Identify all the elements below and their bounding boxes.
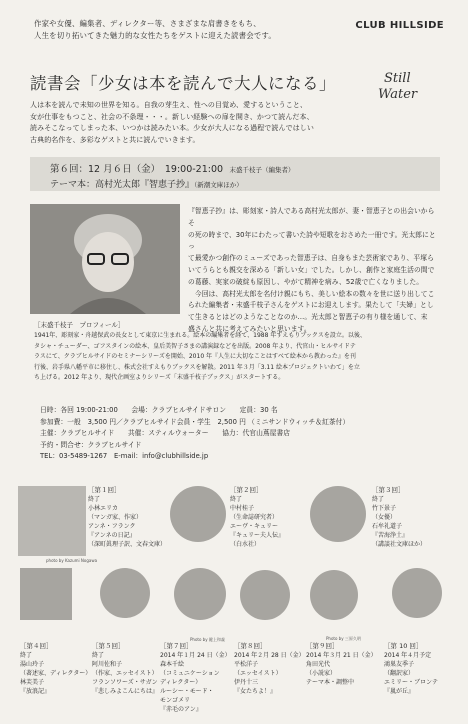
session-card-line: ディレクター） <box>160 679 202 686</box>
info-reservation: 予約・問合せ：クラブヒルサイド <box>40 440 142 449</box>
session-card-line: 湯山玲子 <box>20 661 45 668</box>
session-card-line: 『悲しみよこんにちは』 <box>92 688 159 695</box>
info-fee: 参加費：一般 3,500 円／クラブヒルサイド会員・学生 2,500 円 （ミニサンドウィッチ＆紅茶付） <box>40 417 350 426</box>
photo-credit-1: photo by Kazumi Nogawa <box>46 558 98 563</box>
session-card-line: アンネ・フランク <box>88 523 136 530</box>
guest-photo-1 <box>18 486 86 556</box>
desc-line: 今回は、高村光太郎を名付け親にもち、美しい絵本の数々を世に送り出してこ <box>188 289 435 298</box>
guest-portrait-photo <box>30 204 180 314</box>
session-card-line: 終了 <box>230 496 243 503</box>
desc-line: て生きるとはどのようなことなのか…。光太郎と智恵子の有り様を通して、末 <box>188 313 428 322</box>
desc-line: 『智恵子抄』は、彫刻家・詩人である高村光太郎が、妻・智恵子との出会いからそ <box>188 207 435 227</box>
session-card-number: ［第１回］ <box>88 486 121 494</box>
lead-line: 女が仕事をもつこと、社会の不条理・・・。新しい経験への扉を開き、かつて読んだ本、 <box>30 112 314 121</box>
session-card-line: （女優） <box>372 514 397 521</box>
portrait-illustration <box>30 204 180 314</box>
session-card-line: （講談社文庫ほか） <box>372 541 427 548</box>
session-card-line: 阿川佐和子 <box>92 661 123 668</box>
session-card-8 <box>234 642 305 696</box>
guest-photo-8 <box>240 570 290 620</box>
logo-text-2: Water <box>378 87 418 102</box>
session-card-line: 2014 年３月 21 日（金） <box>306 652 377 659</box>
session-card-line: エーヴ・キュリー <box>230 523 279 530</box>
session-card-line: 『放浪記』 <box>20 688 51 695</box>
session-card-line: 終了 <box>88 496 101 503</box>
session-card-line: （生命誌研究者） <box>230 514 279 521</box>
session-theme <box>50 177 243 190</box>
session-card-line: 鴻巣友季子 <box>384 661 415 668</box>
desc-line: て最愛かつ創作のミューズであった智恵子は、自身もまた芸術家であり、平塚ら <box>188 254 434 263</box>
photo-credit-9: Photo by 三原久明 <box>326 636 361 641</box>
profile-line: ラスにて、クラブヒルサイドのセミナーシリーズを開始、2010 年『人生に大切なことはすべて絵本から教わった』を刊 <box>34 353 356 361</box>
session-card-7 <box>160 642 231 714</box>
session-card-line: （マンガ家、作家） <box>88 514 143 521</box>
lead-line: 古典的名作を、多彩なゲストと共に読んでいきます。 <box>30 135 200 144</box>
session-card-line: フランソワーズ・サガン <box>92 679 158 686</box>
lead-line: 人は本を読んで未知の世界を知る。自我の芽生え、性への目覚め、愛するということ、 <box>30 101 308 109</box>
session-card-line: （著述家、ディレクター） <box>20 670 92 677</box>
info-contact: TEL：03-5489-1267 E-mail：info@clubhillside.jp <box>40 452 209 461</box>
session-card-10 <box>384 642 438 696</box>
info-datetime: 日時：各回 19:00-21:00 会場：クラブヒルサイドサロン 定員：30 名 <box>40 406 278 414</box>
session-card-line: （深町眞理子訳、文春文庫） <box>88 541 167 548</box>
guest-photo-5 <box>100 568 150 618</box>
session-datetime <box>50 161 295 175</box>
intro-line: 作家や女優、編集者、ディレクター等、さまざまな肩書きをもち、 <box>34 19 261 28</box>
session-card-line: 2014 年２月 28 日（金） <box>234 652 305 659</box>
profile-heading: ［末盛千枝子 プロフィール］ <box>34 321 125 329</box>
guest-photo-4 <box>20 568 72 620</box>
session-card-line: 小林エリカ <box>88 505 118 512</box>
session-card-line: ルーシー・モード・ <box>160 688 214 695</box>
guest-photo-3 <box>310 486 366 542</box>
session-card-number: ［第７回］ <box>160 642 193 650</box>
profile-line: 1941年、彫刻家・舟越保武の長女として東京に生まれる。絵本の編集者を経て、1988 年すえもりブックスを設立。以後、 <box>34 332 366 339</box>
session-card-line: 伊丹十三 <box>234 679 259 686</box>
session-card-number: ［第 10 回］ <box>384 642 423 650</box>
session-card-line: 角田光代 <box>306 661 331 668</box>
session-card-number: ［第８回］ <box>234 642 267 650</box>
session-card-line: （翻訳家） <box>384 670 415 677</box>
profile-line: ち上げる。2012 年より、現代企画室よりシリーズ「末盛千枝子ブックス」がスタートする。 <box>34 374 285 382</box>
lead-line: 読みそこなってしまった本、いつかは読みたい本。少女が大人になる過程で読んではしい <box>30 124 314 132</box>
session-card-3 <box>372 486 426 549</box>
intro-line: 人生を切り拓いてきた魅力的な女性たちをゲストに迎えた読書会です。 <box>34 31 277 40</box>
brand-name: CLUB HILLSIDE <box>355 20 444 31</box>
session-card-line: 『嵐が丘』 <box>384 688 415 695</box>
desc-line: られた編集者・末盛千枝子さんをゲストにお迎えします。果たして「夫婦」とし <box>188 301 434 310</box>
session-card-line: （白水社） <box>230 541 261 548</box>
session-card-line: 竹下景子 <box>372 505 397 512</box>
session-card-line: （小説家） <box>306 670 337 677</box>
session-card-line: 2014 年４月予定 <box>384 652 432 659</box>
session-card-line: エミリー・ブロンテ <box>384 679 439 686</box>
session-card-4 <box>20 642 91 696</box>
profile-line: タシャ・チューダー、ゴフスタインの絵本、皇后美智子さまの講演録などを出版。2008 年より、代官山・ヒルサイドテ <box>34 342 356 350</box>
session-card-number: ［第２回］ <box>230 486 263 494</box>
desc-line: の葛藤、実家の破綻も原因し、やがて精神を病み、52歳で亡くなりました。 <box>188 277 424 286</box>
session-card-line: 『赤毛のアン』 <box>160 706 202 713</box>
event-info <box>40 405 420 463</box>
session-card-line: 『苦海浄土』 <box>372 532 409 539</box>
session-card-2 <box>230 486 284 549</box>
guest-photo-2 <box>170 486 226 542</box>
photo-credit-7: Photo by 鍵上和義 <box>190 637 225 642</box>
info-organizer: 主催：クラブヒルサイド 共催：スティルウォーター 協力：代官山蔦屋書店 <box>40 429 291 438</box>
session-card-line: テーマ本・調整中 <box>306 679 355 686</box>
logo-text-1: Still <box>384 71 411 86</box>
session-number: 第６回：12 月６日（金） 19:00-21:00 <box>50 164 224 175</box>
session-card-line: モンゴメリ <box>160 697 191 704</box>
guest-photo-7 <box>174 568 226 620</box>
session-card-line: 平松洋子 <box>234 661 259 668</box>
session-card-line: 森本千絵 <box>160 661 185 668</box>
session-card-9 <box>306 642 377 687</box>
logo-mark <box>374 66 430 104</box>
desc-line: 盛さんと共に考えてみたいと思います。 <box>188 324 311 333</box>
session-card-line: 『アンネの日記』 <box>88 532 136 539</box>
session-card-number: ［第５回］ <box>92 642 125 650</box>
session-card-number: ［第４回］ <box>20 642 53 650</box>
session-card-line: 終了 <box>20 652 33 659</box>
theme-description <box>188 206 440 336</box>
guest-photo-9 <box>310 570 358 620</box>
session-card-line: 『女たちよ！』 <box>234 688 277 695</box>
still-water-logo <box>374 66 430 104</box>
theme-note: （新潮文庫ほか） <box>194 181 243 189</box>
session-card-line: 終了 <box>92 652 105 659</box>
session-card-line: （エッセイスト） <box>234 670 282 677</box>
session-card-number: ［第９回］ <box>306 642 339 650</box>
session-card-1 <box>88 486 166 549</box>
desc-line: の死の時まで、30年にわたって書いた詩や短歌をおさめた一冊です。光太郎にとっ <box>188 230 436 251</box>
session-card-line: 2014 年１月 24 日（金） <box>160 652 231 659</box>
page-title: 読書会「少女は本を読んで大人になる」 <box>30 74 336 93</box>
theme-book: テーマ本：高村光太郎『智恵子抄』 <box>50 180 195 190</box>
intro-text <box>34 18 334 42</box>
session-card-line: （コミュニケーション <box>160 670 220 677</box>
session-card-5 <box>92 642 158 696</box>
profile-text <box>34 331 440 384</box>
session-card-line: 中村桂子 <box>230 505 255 512</box>
session-card-line: 林芙美子 <box>20 679 45 686</box>
session-card-line: 『キュリー夫人伝』 <box>230 532 285 539</box>
session-host: 末盛千枝子（編集者） <box>223 166 295 174</box>
session-card-number: ［第３回］ <box>372 486 405 494</box>
lead-paragraph <box>30 100 440 146</box>
profile-line: 行後、岩手県八幡平市に移住し、株式会社すえもりブックスを解散。2011 年３月「3.11 絵本プロジェクトいわて」を立 <box>34 363 360 371</box>
session-card-line: 終了 <box>372 496 385 503</box>
guest-photo-10 <box>392 568 442 618</box>
session-card-line: （作家、エッセイスト） <box>92 670 158 677</box>
session-card-line: 石牟礼道子 <box>372 523 403 530</box>
desc-line: いてうらとも親交を深める「新しい女」でした。しかし、創作と家庭生活の間で <box>188 265 435 274</box>
